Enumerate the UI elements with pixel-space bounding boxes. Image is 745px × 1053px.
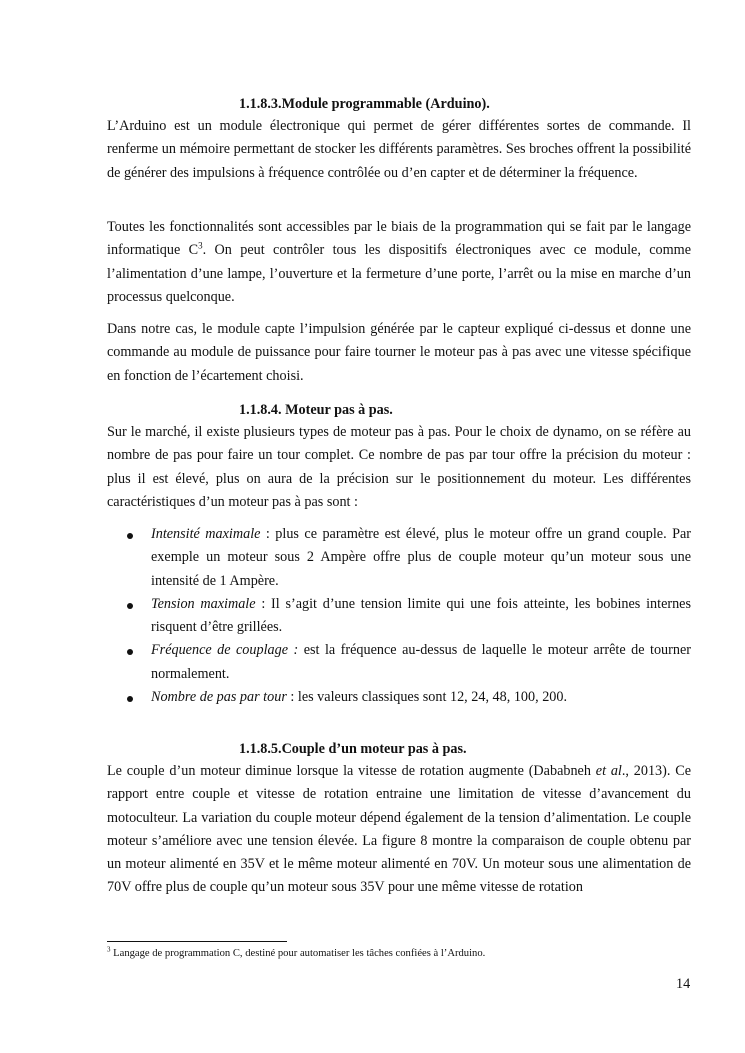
list-item [107, 686, 691, 709]
paragraph-text-part: . On peut contrôler tous les dispositifs électroniques avec ce module, comme l’alimentation d’une lampe, l’ouverture et la fermeture d’une porte, l’arrêt ou la mise en marche d’un processus quelconque. [107, 242, 691, 305]
footnote-text: Langage de programmation C, destiné pour automatiser les tâches confiées à l’Arduino. [110, 948, 486, 959]
paragraph-arduino-usage [107, 318, 691, 388]
paragraph-text [107, 760, 691, 900]
list-item [107, 593, 691, 640]
paragraph-text-part: Toutes les fonctionnalités sont accessibles par le biais de la programmation qui se fait par le langage informatique C [107, 219, 691, 259]
section-heading-motor-torque: 1.1.8.5.Couple d’un moteur pas à pas. [239, 741, 467, 757]
paragraph-text: L’Arduino est un module électronique qui permet de gérer différentes sortes de commande. Il renferme un mémoire permettant de stocker les différents paramètres. Ses broches offrent la possibilité de générer des impulsions à fréquence contrôlée ou d’en capter et de déterminer la fréquence. [107, 118, 691, 181]
list-item [107, 523, 691, 593]
list-item-text: : Il s’agit d’une tension limite qui une fois atteinte, les bobines internes risquent d’être grillées. [151, 595, 692, 636]
page-number: 14 [676, 976, 691, 992]
list-item-term: Intensité maximale [151, 526, 261, 542]
bullet-icon [127, 603, 133, 609]
paragraph-arduino-intro [107, 115, 691, 185]
citation-etal: et al [595, 763, 622, 779]
footnote-marker: 3 [107, 945, 111, 954]
paragraph-text: Sur le marché, il existe plusieurs types de moteur pas à pas. Pour le choix de dynamo, on se réfère au nombre de pas pour faire un tour complet. Ce nombre de pas par tour offre la précision du moteur : plus il est élevé, plus on aura de la précision sur le positionnement du moteur. Les différentes caractéristiques d’un moteur pas à pas sont : [107, 424, 691, 510]
section-heading-arduino: 1.1.8.3.Module programmable (Arduino). [239, 96, 490, 112]
footnote-reference: 3 [198, 240, 203, 251]
paragraph-torque [107, 760, 691, 900]
list-item-text: : les valeurs classiques sont 12, 24, 48, 100, 200. [286, 689, 568, 706]
list-item-term: Nombre de pas par tour [151, 689, 287, 706]
bullet-icon [127, 696, 133, 702]
paragraph-text [107, 216, 691, 309]
list-item-term: Tension maximale [151, 595, 256, 612]
paragraph-text-part: ., 2013). Ce rapport entre couple et vitesse de rotation entraine une limitation de vitesse d’avancement du motoculteur. La variation du couple moteur dépend également de la tension d’alimentation. Le couple moteur s’améliore avec une tension élevée. La figure 8 montre la comparaison de couple obtenu par un moteur alimenté en 35V et le même moteur alimenté en 70V. Un moteur sous une alimentation de 70V offre plus de couple qu’un moteur sous 35V pour une même vitesse de rotation [107, 763, 691, 896]
paragraph-stepper-intro [107, 421, 691, 514]
paragraph-arduino-programming [107, 216, 691, 309]
footnote-divider [107, 941, 287, 942]
list-item-text: : plus ce paramètre est élevé, plus le moteur offre un grand couple. Par exemple un moteur sous 2 Ampère offre plus de couple moteur qu’un moteur sous une intensité de 1 Ampère. [151, 526, 692, 589]
section-heading-stepper-motor: 1.1.8.4. Moteur pas à pas. [239, 402, 393, 418]
list-item [107, 639, 691, 686]
bullet-icon [127, 533, 133, 539]
paragraph-text-part: Le couple d’un moteur diminue lorsque la vitesse de rotation augmente (Dababneh [107, 763, 596, 779]
list-item-term: Fréquence de couplage : [151, 642, 299, 659]
paragraph-text: Dans notre cas, le module capte l’impulsion générée par le capteur expliqué ci-dessus et donne une commande au module de puissance pour faire tourner le moteur pas à pas avec une vitesse spécifique en fonction de l’écartement choisi. [107, 321, 691, 384]
bullet-icon [127, 649, 133, 655]
characteristics-list [107, 523, 691, 709]
footnote [107, 947, 485, 961]
list-item-text: est la fréquence au-dessus de laquelle le moteur arrête de tourner normalement. [151, 642, 691, 682]
